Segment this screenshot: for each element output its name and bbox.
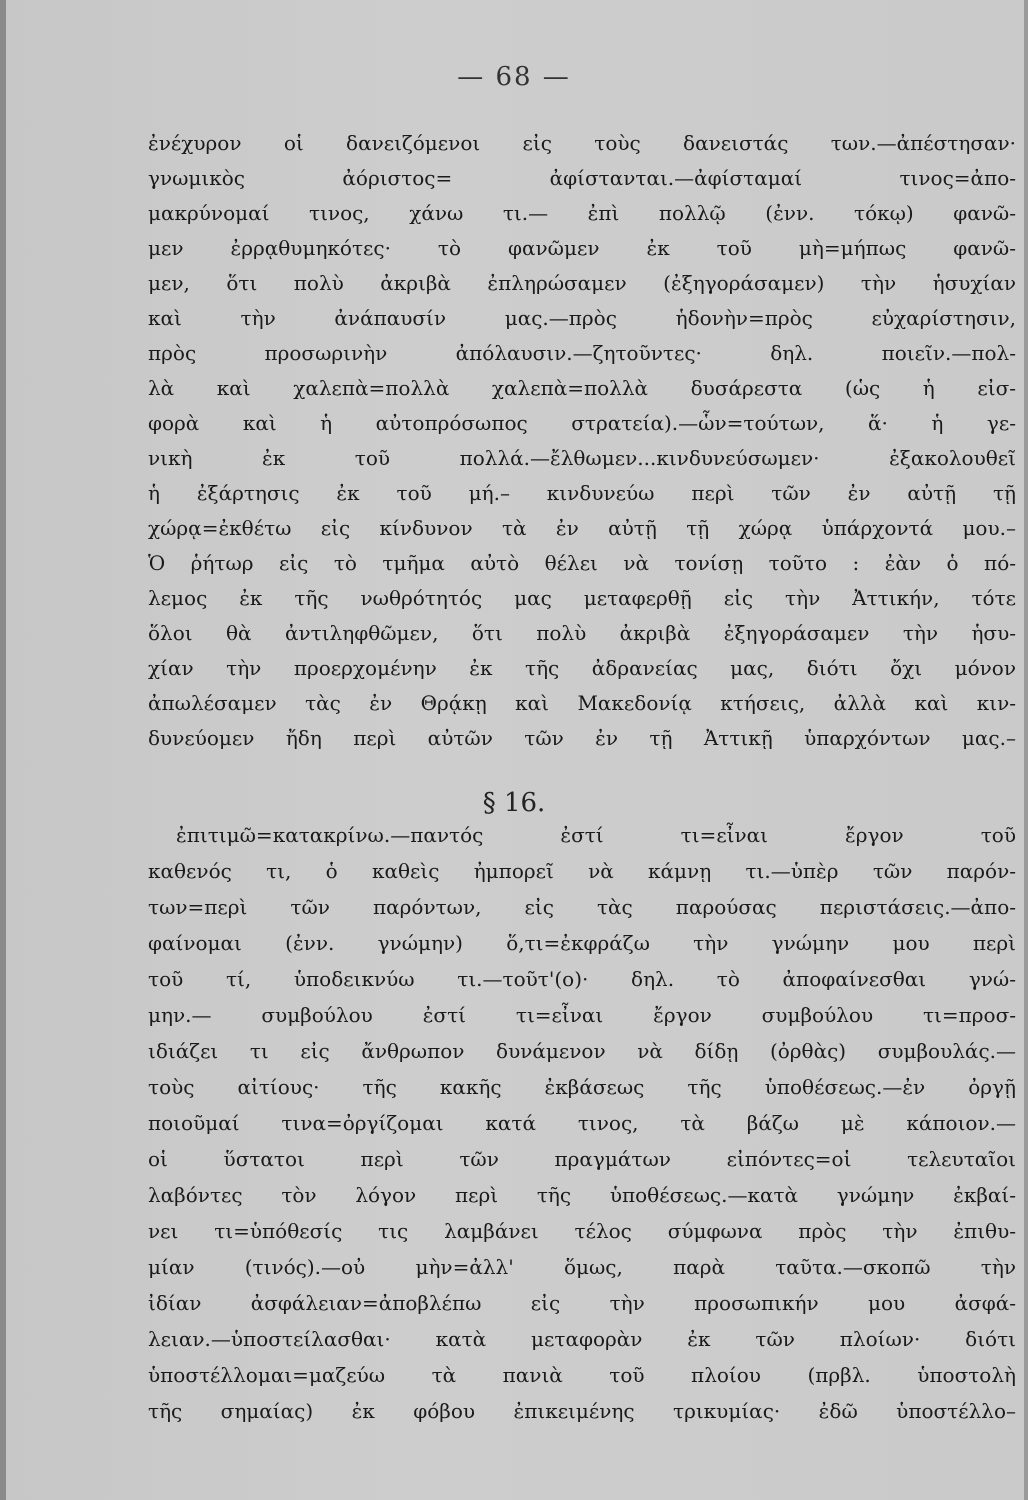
- page-number: — 68 —: [457, 62, 571, 92]
- text-line: μεν ἐρρᾳθυμηκότες· τὸ φανῶμεν ἐκ τοῦ μὴ=μήπως φανῶ-: [148, 236, 1016, 260]
- text-line: οἱ ὕστατοι περὶ τῶν πραγμάτων εἰπόντες=οἱ τελευταῖοι: [148, 1147, 1016, 1171]
- section-heading: § 16.: [482, 788, 546, 818]
- text-line: μην.— συμβούλου ἐστί τι=εἶναι ἔργον συμβούλου τι=προσ-: [148, 1003, 1016, 1027]
- text-line: ιδιάζει τι εἰς ἄνθρωπον δυνάμενον νὰ δίδῃ (ὀρθὰς) συμβουλάς.—: [148, 1039, 1016, 1063]
- text-line: φαίνομαι (ἐνν. γνώμην) ὅ,τι=ἐκφράζω τὴν γνώμην μου περὶ: [148, 931, 1016, 955]
- text-line: καθενός τι, ὁ καθεὶς ἠμπορεῖ νὰ κάμνῃ τι.—ὑπὲρ τῶν παρόν-: [148, 859, 1016, 883]
- text-line: χώρᾳ=ἐκθέτω εἰς κίνδυνον τὰ ἐν αὐτῇ τῇ χώρᾳ ὑπάρχοντά μου.–: [148, 516, 1016, 540]
- text-line: χίαν τὴν προερχομένην ἐκ τῆς ἀδρανείας μας, διότι ὄχι μόνον: [148, 656, 1016, 680]
- text-line: των=περὶ τῶν παρόντων, εἰς τὰς παρούσας περιστάσεις.—ἀπο-: [148, 895, 1016, 919]
- text-line: λαβόντες τὸν λόγον περὶ τῆς ὑποθέσεως.—κατὰ γνώμην ἐκβαί-: [148, 1183, 1016, 1207]
- text-line: γνωμικὸς ἀόριστος= ἀφίστανται.—ἀφίσταμαί τινος=ἀπο-: [148, 166, 1016, 190]
- page-binding-edge: [0, 0, 6, 1500]
- text-line: Ὁ ῥήτωρ εἰς τὸ τμῆμα αὐτὸ θέλει νὰ τονίσῃ τοῦτο : ἐὰν ὁ πό-: [148, 551, 1016, 575]
- text-line: καὶ τὴν ἀνάπαυσίν μας.—πρὸς ἡδονὴν=πρὸς εὐχαρίστησιν,: [148, 306, 1016, 330]
- text-line: ἐπιτιμῶ=κατακρίνω.—παντός ἐστί τι=εἶναι ἔργον τοῦ: [176, 823, 1016, 847]
- text-line: ἡ ἐξάρτησις ἐκ τοῦ μή.– κινδυνεύω περὶ τῶν ἐν αὐτῇ τῇ: [148, 481, 1016, 505]
- text-line: μακρύνομαί τινος, χάνω τι.— ἐπὶ πολλῷ (ἐνν. τόκῳ) φανῶ-: [148, 201, 1016, 225]
- text-line: νει τι=ὑπόθεσίς τις λαμβάνει τέλος σύμφωνα πρὸς τὴν ἐπιθυ-: [148, 1219, 1016, 1243]
- text-line: τοῦ τί, ὑποδεικνύω τι.—τοῦτ'(ο)· δηλ. τὸ ἀποφαίνεσθαι γνώ-: [148, 967, 1016, 991]
- text-line: ποιοῦμαί τινα=ὀργίζομαι κατά τινος, τὰ βάζω μὲ κάποιον.—: [148, 1111, 1016, 1135]
- text-line: φορὰ καὶ ἡ αὐτοπρόσωπος στρατεία).—ὧν=τούτων, ἅ· ἡ γε-: [148, 411, 1016, 435]
- page-right-edge: [1024, 0, 1028, 1500]
- text-line: μίαν (τινός).—οὐ μὴν=ἀλλ' ὅμως, παρὰ ταῦτα.—σκοπῶ τὴν: [148, 1255, 1016, 1279]
- text-line: ἀπωλέσαμεν τὰς ἐν Θρᾴκῃ καὶ Μακεδονίᾳ κτήσεις, ἀλλὰ καὶ κιν-: [148, 691, 1016, 715]
- text-line: νικὴ ἐκ τοῦ πολλά.—ἔλθωμεν...κινδυνεύσωμεν· ἐξακολουθεῖ: [148, 446, 1016, 470]
- text-line: πρὸς προσωρινὴν ἀπόλαυσιν.—ζητοῦντες· δηλ. ποιεῖν.—πολ-: [148, 341, 1016, 365]
- text-line: τοὺς αἰτίους· τῆς κακῆς ἐκβάσεως τῆς ὑποθέσεως.—ἐν ὀργῇ: [148, 1075, 1016, 1099]
- text-line: ἐνέχυρον οἱ δανειζόμενοι εἰς τοὺς δανειστάς των.—ἀπέστησαν·: [148, 131, 1016, 155]
- text-line: τῆς σημαίας) ἐκ φόβου ἐπικειμένης τρικυμίας· ἐδῶ ὑποστέλλο–: [148, 1399, 1016, 1423]
- text-line: δυνεύομεν ἤδη περὶ αὐτῶν τῶν ἐν τῇ Ἀττικῇ ὑπαρχόντων μας.–: [148, 726, 1016, 750]
- text-line: λεμος ἐκ τῆς νωθρότητός μας μεταφερθῇ εἰς τὴν Ἀττικήν, τότε: [148, 586, 1016, 610]
- text-line: λὰ καὶ χαλεπὰ=πολλὰ χαλεπὰ=πολλὰ δυσάρεστα (ὡς ἡ εἰσ-: [148, 376, 1016, 400]
- text-line: ὅλοι θὰ ἀντιληφθῶμεν, ὅτι πολὺ ἀκριβὰ ἐξηγοράσαμεν τὴν ἡσυ-: [148, 621, 1016, 645]
- text-line: ὑποστέλλομαι=μαζεύω τὰ πανιὰ τοῦ πλοίου (πρβλ. ὑποστολὴ: [148, 1363, 1016, 1387]
- text-line: μεν, ὅτι πολὺ ἀκριβὰ ἐπληρώσαμεν (ἐξηγοράσαμεν) τὴν ἡσυχίαν: [148, 271, 1016, 295]
- text-line: ἰδίαν ἀσφάλειαν=ἀποβλέπω εἰς τὴν προσωπικήν μου ἀσφά-: [148, 1291, 1016, 1315]
- text-line: λειαν.—ὑποστείλασθαι· κατὰ μεταφορὰν ἐκ τῶν πλοίων· διότι: [148, 1327, 1016, 1351]
